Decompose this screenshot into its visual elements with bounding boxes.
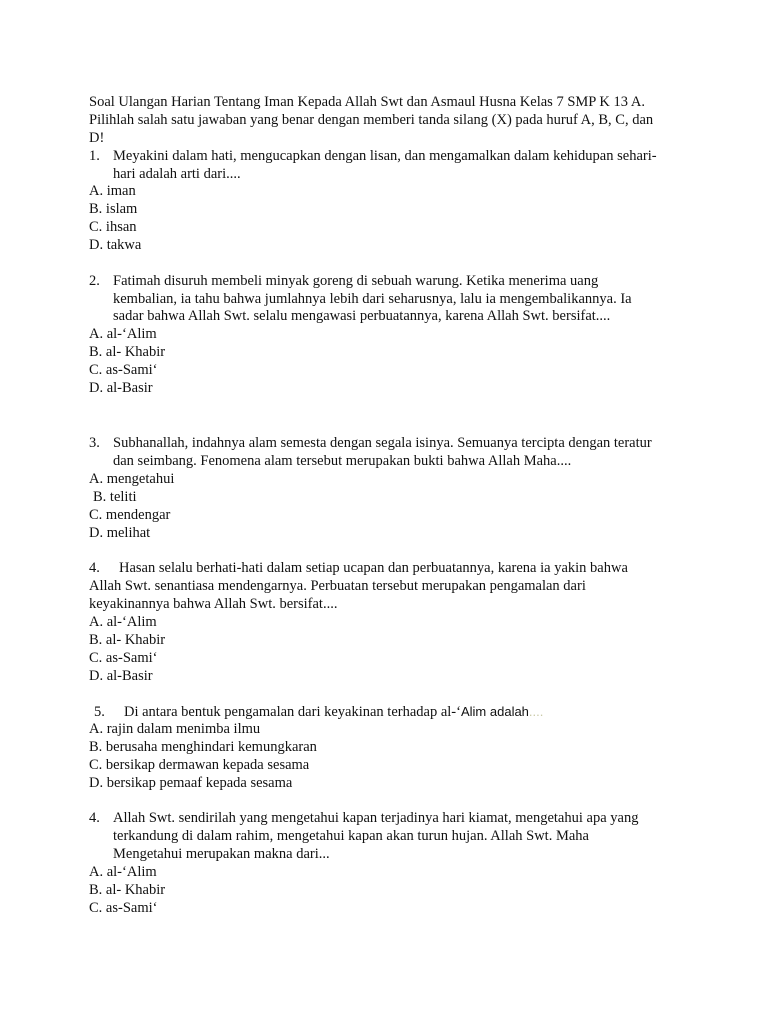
question-3-text-line-2: dan seimbang. Fenomena alam tersebut merupakan bukti bahwa Allah Maha....	[113, 453, 572, 469]
question-2-text-line-1: Fatimah disuruh membeli minyak goreng di sebuah warung. Ketika menerima uang	[113, 273, 599, 289]
question-2-option-b: B. al- Khabir	[89, 344, 166, 360]
question-2-text-line-3: sadar bahwa Allah Swt. selalu mengawasi perbuatannya, karena Allah Swt. bersifat....	[113, 308, 611, 324]
question-4-text-line-2: Allah Swt. senantiasa mendengarnya. Perbuatan tersebut merupakan pengamalan dari	[89, 578, 586, 594]
question-5-option-a: A. rajin dalam menimba ilmu	[89, 721, 261, 737]
question-3-number: 3.	[89, 435, 100, 451]
question-1-option-c: C. ihsan	[89, 219, 137, 235]
question-4-number: 4.	[89, 560, 100, 576]
question-2-option-a: A. al-‘Alim	[89, 326, 157, 342]
question-4-option-a: A. al-‘Alim	[89, 614, 157, 630]
question-6-text-line-2: terkandung di dalam rahim, mengetahui kapan akan turun hujan. Allah Swt. Maha	[113, 828, 589, 844]
question-5-option-d: D. bersikap pemaaf kepada sesama	[89, 775, 293, 791]
question-6-text-line-3: Mengetahui merupakan makna dari...	[113, 846, 330, 862]
instruction-line-1: Pilihlah salah satu jawaban yang benar dengan memberi tanda silang (X) pada huruf A, B, C, dan	[89, 112, 654, 128]
question-6-option-b: B. al- Khabir	[89, 882, 166, 898]
question-1-option-d: D. takwa	[89, 237, 142, 253]
question-3-option-a: A. mengetahui	[89, 471, 175, 487]
question-4-text-line-3: keyakinannya bahwa Allah Swt. bersifat....	[89, 596, 338, 612]
question-1-option-a: A. iman	[89, 183, 136, 199]
question-2-option-c: C. as-Sami‘	[89, 362, 158, 378]
question-2-text-line-2: kembalian, ia tahu bahwa jumlahnya lebih dari seharusnya, lalu ia mengembalikannya. Ia	[113, 291, 632, 307]
question-6-option-a: A. al-‘Alim	[89, 864, 157, 880]
question-4-option-c: C. as-Sami‘	[89, 650, 158, 666]
question-5-option-c: C. bersikap dermawan kepada sesama	[89, 757, 310, 773]
question-5-text-main: Di antara bentuk pengamalan dari keyakinan terhadap al-‘	[124, 704, 461, 720]
question-5-number: 5.	[94, 704, 105, 720]
question-2-number: 2.	[89, 273, 100, 289]
question-3-option-b: B. teliti	[93, 489, 137, 505]
question-1-text-line-2: hari adalah arti dari....	[113, 166, 241, 182]
question-3-option-c: C. mendengar	[89, 507, 171, 523]
question-3-text-line-1: Subhanallah, indahnya alam semesta dengan segala isinya. Semuanya tercipta dengan teratur	[113, 435, 652, 451]
question-5-text-sans: Alim adalah	[460, 704, 529, 719]
question-4-option-d: D. al-Basir	[89, 668, 153, 684]
question-4-text-line-1: Hasan selalu berhati-hati dalam setiap ucapan dan perbuatannya, karena ia yakin bahwa	[119, 560, 628, 576]
question-5-text	[124, 703, 543, 721]
question-6-text-line-1: Allah Swt. sendirilah yang mengetahui kapan terjadinya hari kiamat, mengetahui apa yang	[113, 810, 639, 826]
question-3-option-d: D. melihat	[89, 525, 151, 541]
question-4-option-b: B. al- Khabir	[89, 632, 166, 648]
question-5-text-faded: ....	[528, 704, 544, 719]
question-1-option-b: B. islam	[89, 201, 138, 217]
question-6-number: 4.	[89, 810, 100, 826]
instruction-line-2: D!	[89, 130, 105, 146]
question-1-number: 1.	[89, 148, 100, 164]
question-1-text-line-1: Meyakini dalam hati, mengucapkan dengan lisan, dan mengamalkan dalam kehidupan sehari-	[113, 148, 657, 164]
document-title: Soal Ulangan Harian Tentang Iman Kepada Allah Swt dan Asmaul Husna Kelas 7 SMP K 13 A.	[89, 94, 645, 110]
question-2-option-d: D. al-Basir	[89, 380, 153, 396]
question-5-option-b: B. berusaha menghindari kemungkaran	[89, 739, 317, 755]
question-6-option-c: C. as-Sami‘	[89, 900, 158, 916]
